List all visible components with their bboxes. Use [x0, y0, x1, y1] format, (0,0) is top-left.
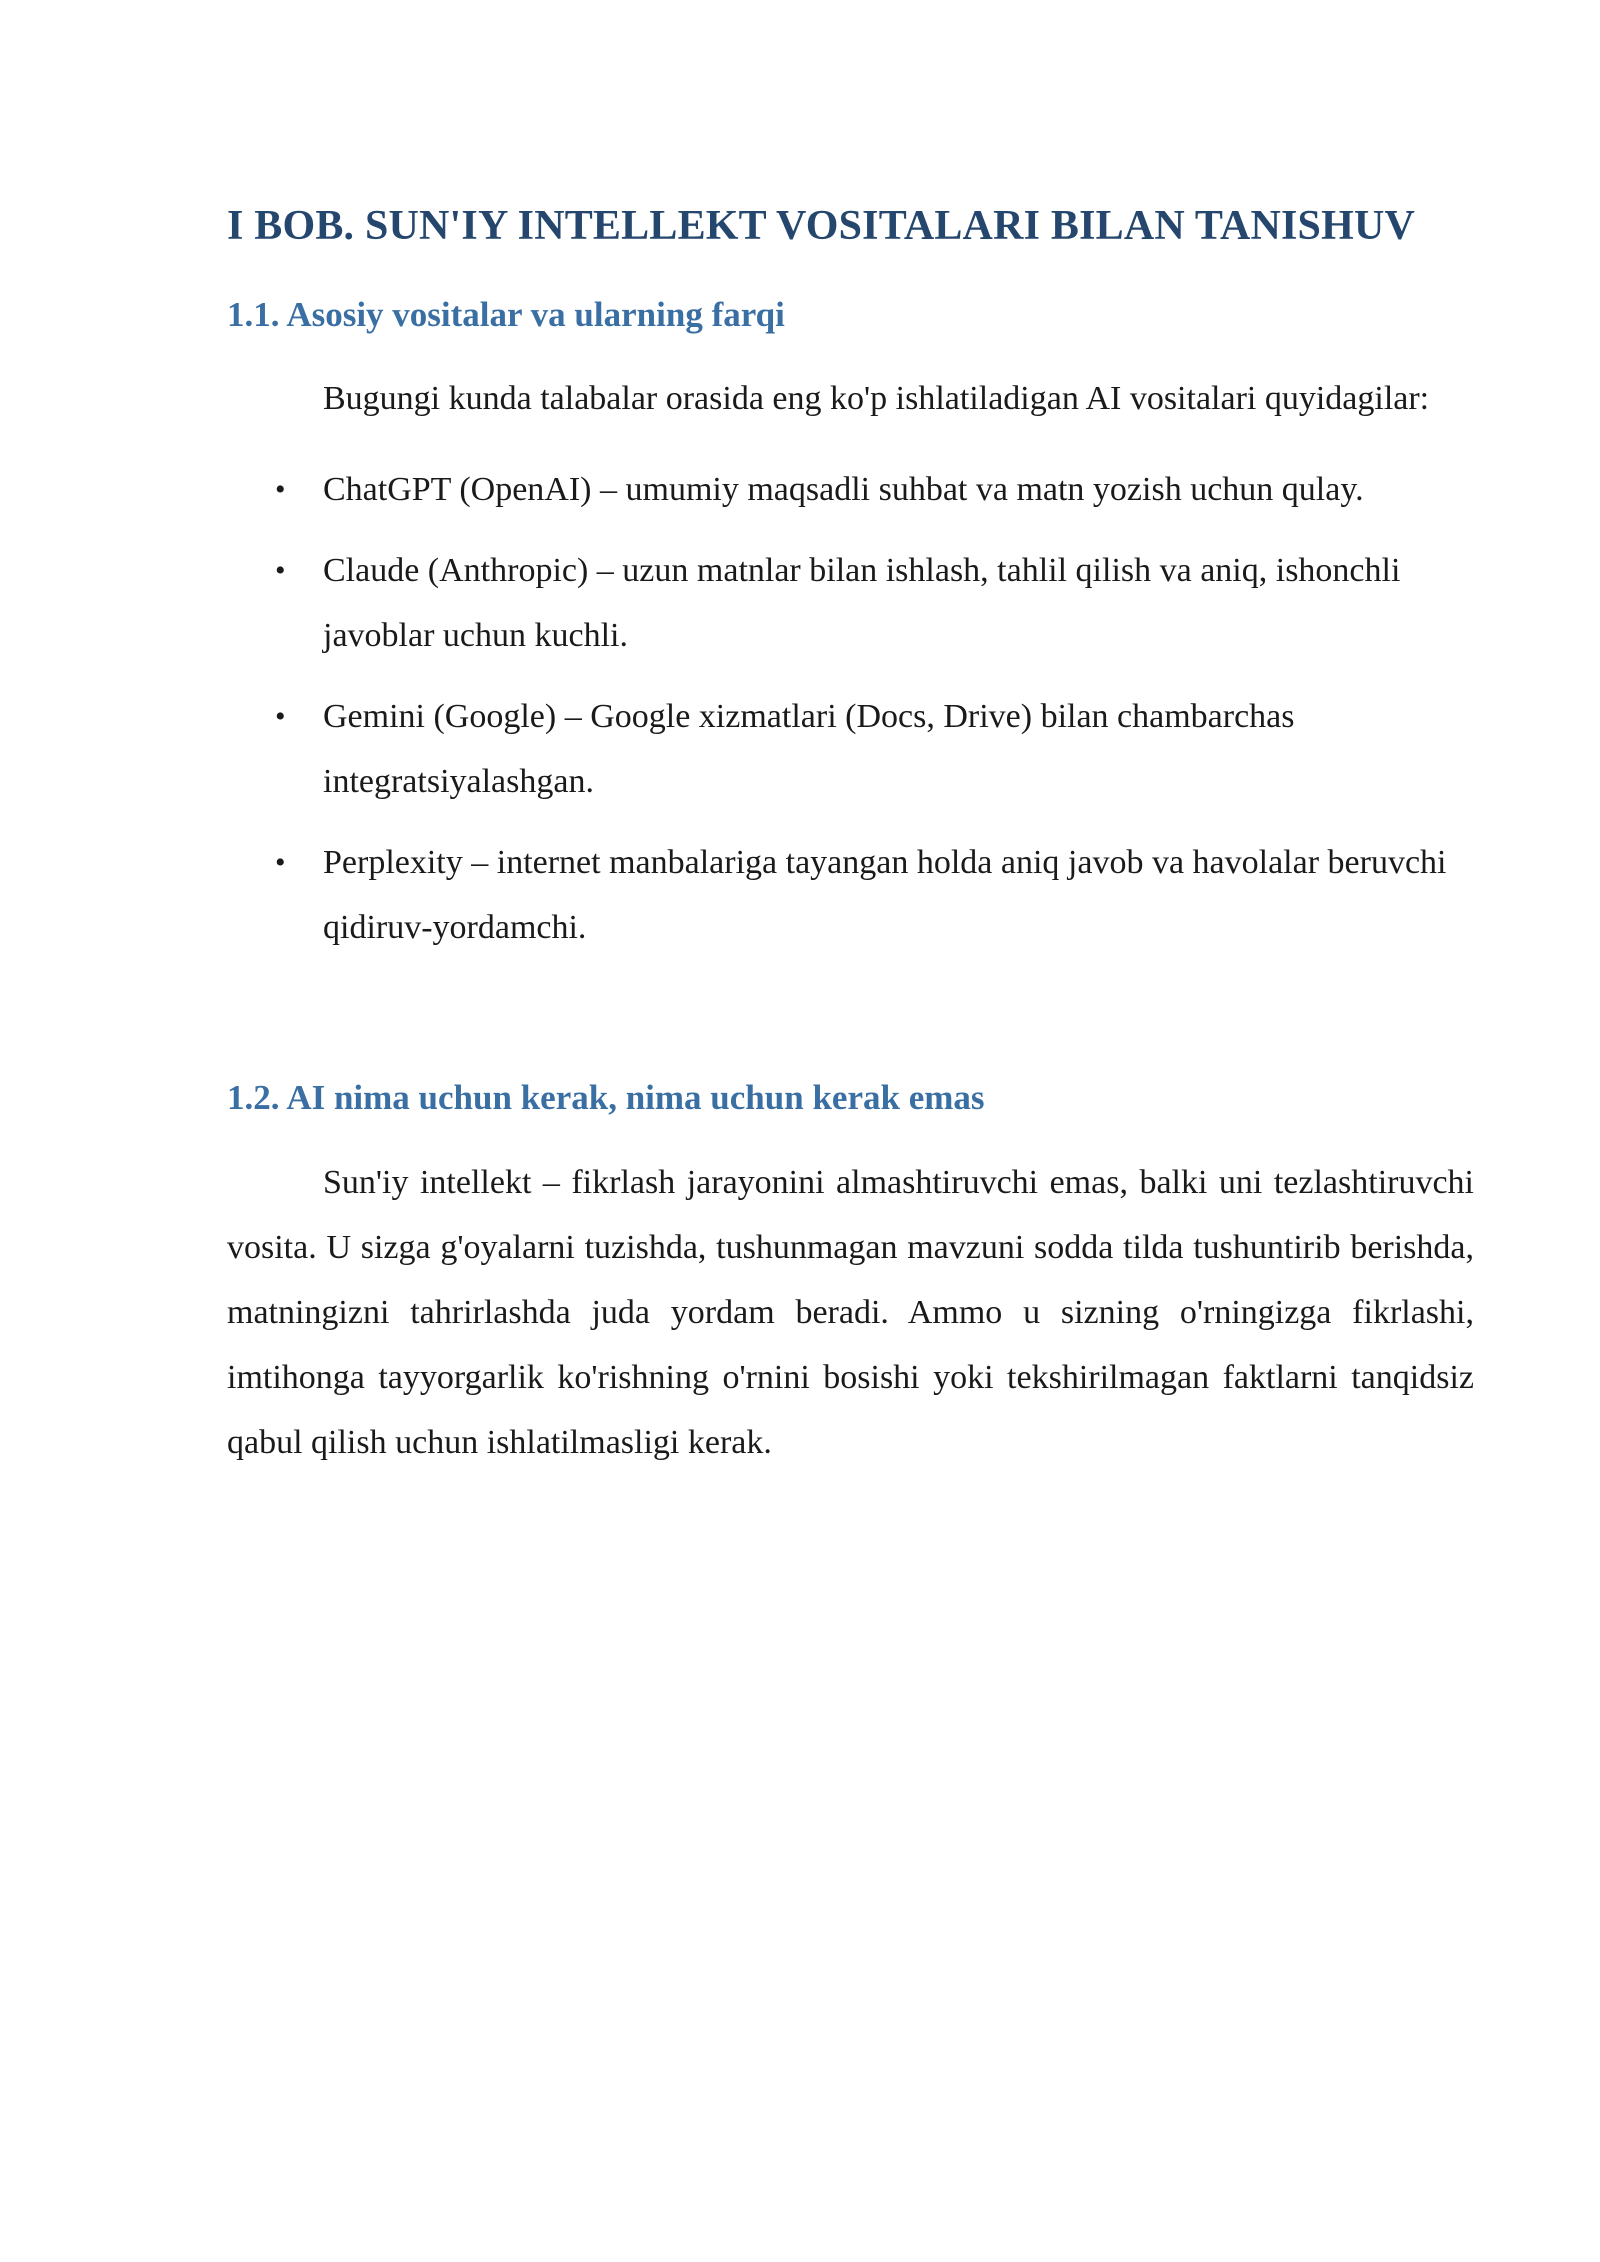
section-heading-1-1: 1.1. Asosiy vositalar va ularning farqi — [227, 294, 785, 334]
page-content — [227, 200, 1474, 1475]
list-item-chatgpt — [227, 457, 1474, 522]
list-item-text: ChatGPT (OpenAI) – umumiy maqsadli suhbat va matn yozish uchun qulay. — [323, 471, 1364, 509]
list-item-text: Gemini (Google) – Google xizmatlari (Docs, Drive) bilan chambarchas integratsiyalashgan. — [323, 698, 1295, 801]
bullet-icon: • — [275, 700, 286, 734]
list-item-perplexity — [227, 830, 1474, 960]
bullet-icon: • — [275, 846, 286, 880]
list-item-claude — [227, 538, 1474, 668]
ai-tools-list — [227, 457, 1474, 960]
chapter-title: I BOB. SUN'IY INTELLEKT VOSITALARI BILAN TANISHUV — [227, 203, 1416, 249]
bullet-icon: • — [275, 554, 286, 588]
list-item-gemini — [227, 684, 1474, 814]
list-item-text: Claude (Anthropic) – uzun matnlar bilan ishlash, tahlil qilish va aniq, ishonchli javoblar uchun kuchli. — [323, 552, 1401, 655]
section-1-intro-paragraph: Bugungi kunda talabalar orasida eng ko'p ishlatiladigan AI vositalari quyidagilar: — [323, 380, 1430, 418]
section-2-paragraph: Sun'iy intellekt – fikrlash jarayonini almashtiruvchi emas, balki uni tezlashtiruvchi vosita. U sizga g'oyalarni tuzishda, tushunmagan mavzuni sodda tilda tushuntirib berishda, matningizni tahrirlashda juda yordam beradi. Ammo u sizning o'rningizga fikrlashi, imtihonga tayyorgarlik ko'rishning o'rnini bosishi yoki tekshirilmagan faktlarni tanqidsiz qabul qilish uchun ishlatilmasligi kerak. — [227, 1164, 1474, 1461]
list-item-text: Perplexity – internet manbalariga tayangan holda aniq javob va havolalar beruvchi qidiruv-yordamchi. — [323, 844, 1447, 947]
bullet-icon: • — [275, 473, 286, 507]
section-heading-1-2: 1.2. AI nima uchun kerak, nima uchun kerak emas — [227, 1078, 985, 1118]
